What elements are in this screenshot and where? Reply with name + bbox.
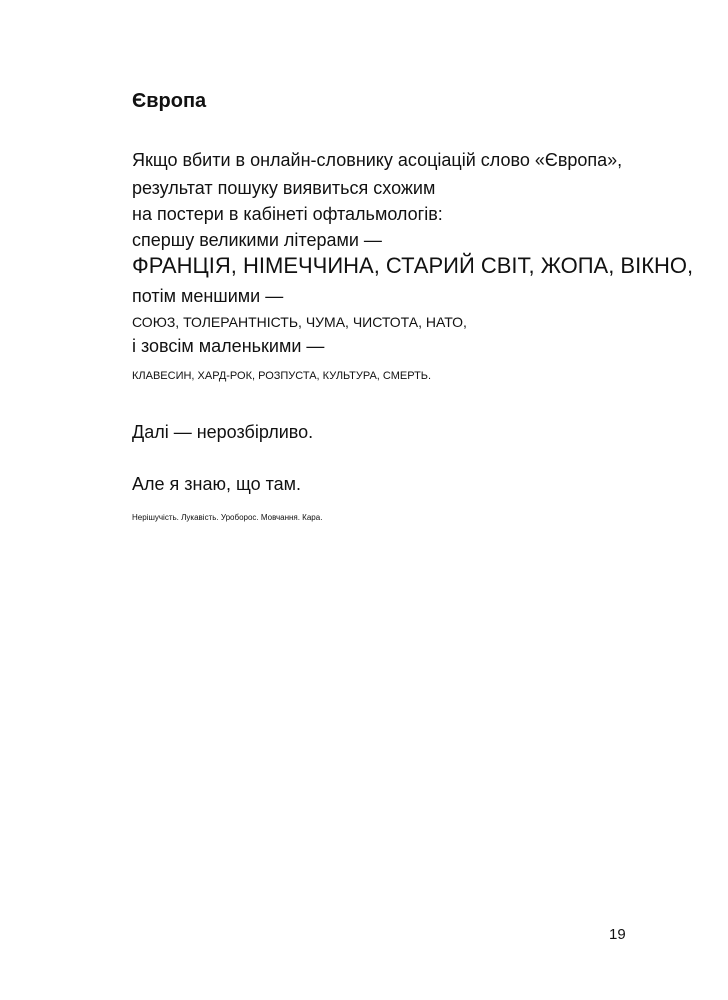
poem-line-micro: Нерішучість. Лукавість. Уроборос. Мовчання. Кара.: [132, 513, 323, 522]
poem-line-4: спершу великими літерами —: [132, 230, 382, 250]
poem-line-tiny-caps: КЛАВЕСИН, ХАРД-РОК, РОЗПУСТА, КУЛЬТУРА, СМЕРТЬ.: [132, 370, 432, 382]
poem-line-11: Але я знаю, що там.: [132, 474, 302, 494]
poem-line-3: на постери в кабінеті офтальмологів:: [132, 204, 443, 224]
poem-line-large-caps: ФРАНЦІЯ, НІМЕЧЧИНА, СТАРИЙ СВІТ, ЖОПА, ВІКНО,: [132, 253, 694, 278]
poem-line-8: і зовсім маленькими —: [132, 336, 325, 356]
poem-line-2: результат пошуку виявиться схожим: [132, 178, 436, 198]
page-title: Європа: [132, 90, 207, 112]
poem-line-6: потім меншими —: [132, 286, 284, 306]
poem-line-10: Далі — нерозбірливо.: [132, 422, 314, 442]
poem-line-small-caps: СОЮЗ, ТОЛЕРАНТНІСТЬ, ЧУМА, ЧИСТОТА, НАТО,: [132, 314, 467, 330]
page-number: 19: [609, 926, 626, 943]
poem-line-1: Якщо вбити в онлайн-словнику асоціацій слово «Європа»,: [132, 150, 623, 170]
